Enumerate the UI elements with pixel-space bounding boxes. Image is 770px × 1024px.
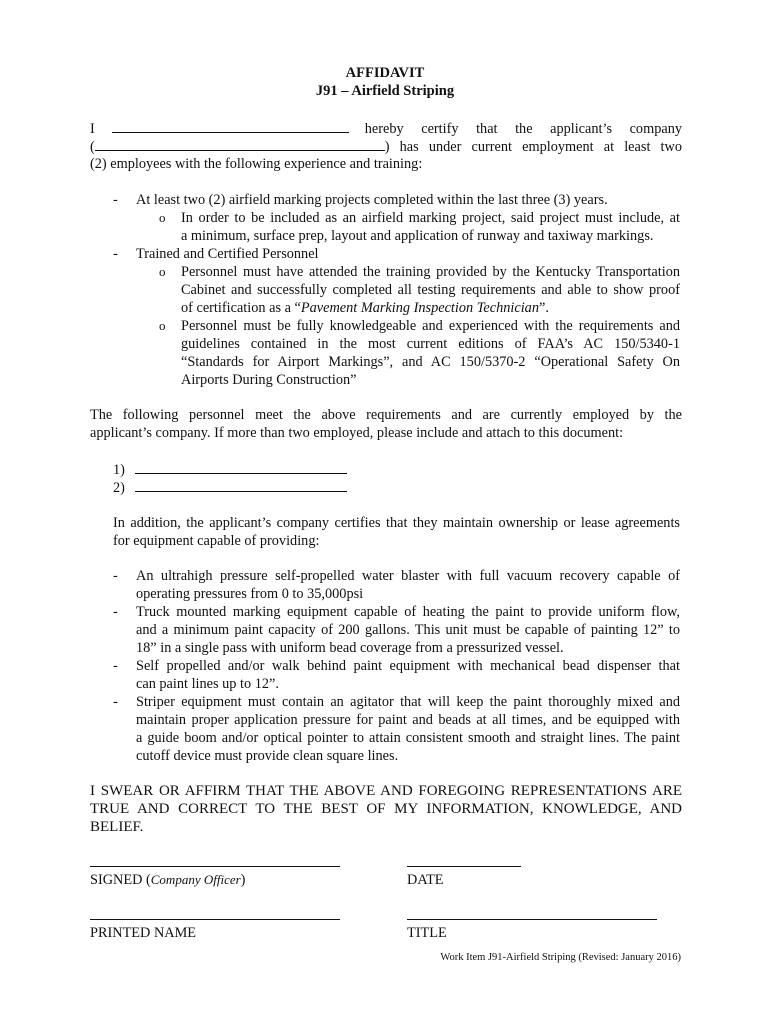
- certify-text: hereby certify that the applicant’s company: [364, 121, 682, 137]
- dash-bullet: -: [113, 192, 118, 208]
- requirement-1-sub-1-line-1: In order to be included as an airfield marking project, said project must include, at: [181, 210, 680, 226]
- dash-bullet: -: [113, 568, 118, 584]
- certification-line-2: [90, 137, 682, 156]
- document-subtitle: J91 – Airfield Striping: [315, 83, 455, 99]
- paren-open: (: [142, 872, 151, 888]
- certifier-name-blank[interactable]: [112, 119, 349, 133]
- circle-bullet: o: [159, 210, 166, 225]
- requirement-2-sub-2-line-1: Personnel must be fully knowledgeable and experienced with the requirements and: [181, 318, 680, 334]
- requirement-2-sub-1-line-1: Personnel must have attended the training provided by the Kentucky Transportation: [181, 264, 680, 280]
- equipment-1-line-2: operating pressures from 0 to 35,000psi: [136, 586, 364, 602]
- circle-bullet: o: [159, 264, 166, 279]
- signed-label: [90, 871, 245, 889]
- equipment-2-line-1: Truck mounted marking equipment capable of heating the paint to provide uniform flow,: [136, 604, 680, 620]
- equipment-4-line-4: cutoff device must provide clean square lines.: [136, 748, 399, 764]
- title-line[interactable]: [407, 919, 657, 920]
- date-label: DATE: [407, 872, 444, 888]
- printed-name-line[interactable]: [90, 919, 340, 920]
- oath-line-3: BELIEF.: [90, 819, 144, 835]
- cert-text-pre: of certification as a “: [181, 300, 301, 316]
- entry-number: 1): [113, 462, 125, 478]
- certification-line-1: [90, 119, 682, 138]
- certification-line-3: (2) employees with the following experience and training:: [90, 156, 423, 172]
- paren-open: (: [90, 139, 95, 155]
- equipment-3-line-1: Self propelled and/or walk behind paint equipment with mechanical bead dispenser that: [136, 658, 680, 674]
- requirement-2-sub-1-line-2: Cabinet and successfully completed all testing requirements and able to show proof: [181, 282, 680, 298]
- signature-line[interactable]: [90, 866, 340, 867]
- signed-word: SIGNED: [90, 872, 143, 888]
- personnel-2-blank[interactable]: [135, 478, 347, 492]
- equipment-4-line-1: Striper equipment must contain an agitator that will keep the paint thoroughly mixed and: [136, 694, 680, 710]
- oath-line-2: TRUE AND CORRECT TO THE BEST OF MY INFORMATION, KNOWLEDGE, AND: [90, 801, 682, 817]
- circle-bullet: o: [159, 318, 166, 333]
- requirement-1-sub-1-line-2: a minimum, surface prep, layout and application of runway and taxiway markings.: [181, 228, 654, 244]
- equipment-2-line-2: and a minimum paint capacity of 200 gallons. This unit must be capable of painting 12” to: [136, 622, 680, 638]
- cert-text-post: ”.: [538, 300, 549, 316]
- footer-revision: Work Item J91-Airfield Striping (Revised: January 2016): [440, 952, 681, 963]
- personnel-entry-2: [113, 478, 413, 497]
- title-label: TITLE: [407, 925, 447, 941]
- requirement-2-sub-2-line-2: guidelines contained in the most current editions of FAA’s AC 150/5340-1: [181, 336, 680, 352]
- employment-text: ) has under current employment at least two: [384, 139, 682, 155]
- oath-line-1: I SWEAR OR AFFIRM THAT THE ABOVE AND FOREGOING REPRESENTATIONS ARE: [90, 783, 682, 799]
- dash-bullet: -: [113, 246, 118, 262]
- paren-close: ): [240, 872, 246, 888]
- company-officer-label: Company Officer: [150, 872, 241, 887]
- printed-name-label: PRINTED NAME: [90, 925, 197, 941]
- requirement-2-sub-1-line-3: [181, 299, 680, 317]
- equipment-4-line-3: a guide boom and/or optical pointer to attain consistent smooth and straight lines. The paint: [136, 730, 680, 746]
- entry-number: 2): [113, 480, 125, 496]
- document-title: AFFIDAVIT: [345, 65, 425, 81]
- personnel-intro-line-2: applicant’s company. If more than two employed, please include and attach to this document:: [90, 425, 624, 441]
- requirement-1: At least two (2) airfield marking projects completed within the last three (3) years.: [136, 192, 608, 208]
- requirement-2: Trained and Certified Personnel: [136, 246, 319, 262]
- equipment-intro-line-2: for equipment capable of providing:: [113, 533, 320, 549]
- date-line[interactable]: [407, 866, 521, 867]
- word-i: I: [90, 121, 95, 137]
- dash-bullet: -: [113, 694, 118, 710]
- company-name-blank[interactable]: [95, 137, 385, 151]
- dash-bullet: -: [113, 658, 118, 674]
- personnel-intro-line-1: The following personnel meet the above requirements and are currently employed by the: [90, 407, 682, 423]
- equipment-4-line-2: maintain proper application pressure for paint and beads at all times, and be equipped with: [136, 712, 680, 728]
- personnel-entry-1: [113, 460, 413, 479]
- personnel-1-blank[interactable]: [135, 460, 347, 474]
- equipment-2-line-3: 18” in a single pass with uniform bead coverage from a pressurized vessel.: [136, 640, 564, 656]
- dash-bullet: -: [113, 604, 118, 620]
- cert-title-italic: Pavement Marking Inspection Technician: [300, 300, 539, 316]
- requirement-2-sub-2-line-4: Airports During Construction”: [181, 372, 357, 388]
- equipment-intro-line-1: In addition, the applicant’s company certifies that they maintain ownership or lease agreements: [113, 515, 680, 531]
- requirement-2-sub-2-line-3: “Standards for Airport Markings”, and AC 150/5370-2 “Operational Safety On: [181, 354, 680, 370]
- equipment-3-line-2: can paint lines up to 12”.: [136, 676, 279, 692]
- equipment-1-line-1: An ultrahigh pressure self-propelled water blaster with full vacuum recovery capable of: [136, 568, 680, 584]
